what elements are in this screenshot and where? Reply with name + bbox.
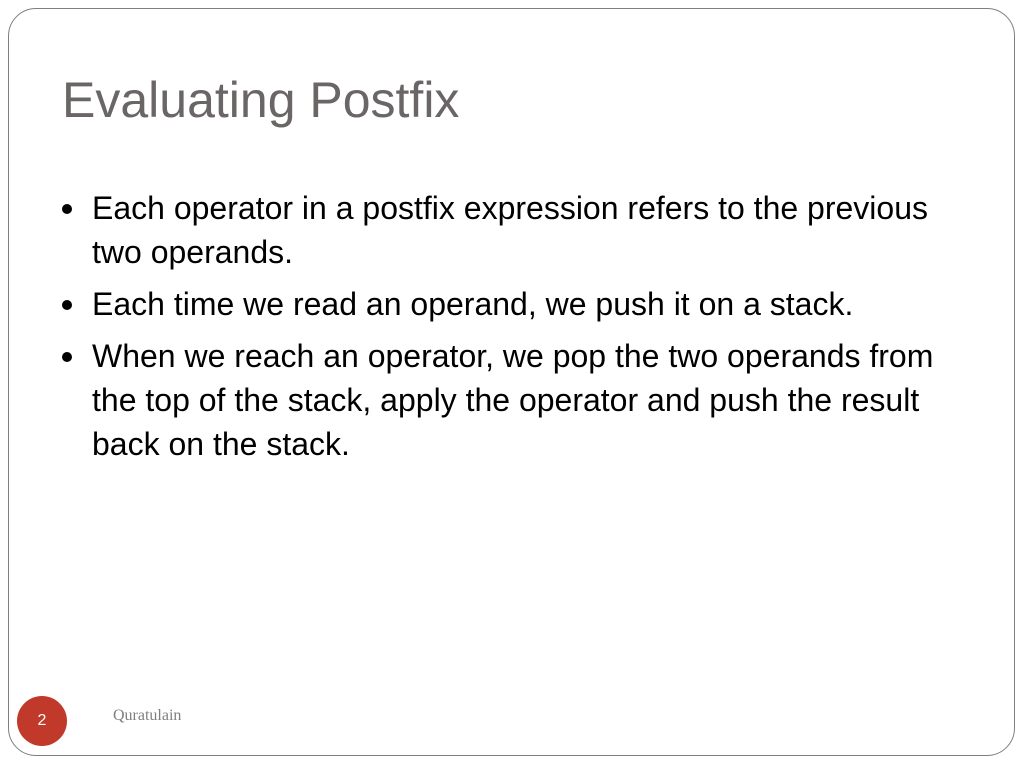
bullet-item: [62, 282, 942, 326]
bullet-dot-icon: [62, 352, 72, 362]
slide-title: Evaluating Postfix: [62, 72, 460, 128]
footer-author: Quratulain: [113, 707, 182, 724]
bullet-dot-icon: [62, 204, 72, 214]
bullet-dot-icon: [62, 300, 72, 310]
bullet-list: [62, 186, 942, 474]
bullet-item: [62, 334, 942, 466]
bullet-text: When we reach an operator, we pop the two operands from the top of the stack, apply the operator and push the result back on the stack.: [92, 338, 934, 462]
bullet-text: Each time we read an operand, we push it on a stack.: [92, 286, 854, 322]
page-number-badge: 2: [17, 696, 67, 746]
bullet-item: [62, 186, 942, 274]
bullet-text: Each operator in a postfix expression refers to the previous two operands.: [92, 190, 928, 270]
